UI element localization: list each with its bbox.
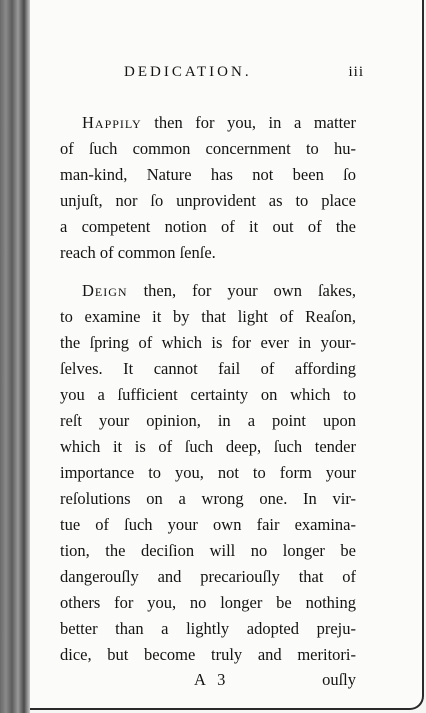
- paragraph-2-line: you a ſufficient certainty on which to: [60, 385, 356, 404]
- paragraph-1-line: a competent notion of it out of the: [60, 217, 356, 236]
- paragraph-2-line: dangerouſly and precariouſly that of: [60, 567, 356, 586]
- paragraph-2-line: dice, but become truly and meritori-: [60, 645, 356, 664]
- running-title: DEDICATION.: [124, 64, 252, 80]
- paragraph-2-line: to examine it by that light of Reaſon,: [60, 307, 356, 326]
- page-number: iii: [348, 64, 364, 80]
- catchword: ouſly: [322, 670, 356, 689]
- paragraph-1-line: Happily then for you, in a matter: [82, 113, 356, 132]
- paragraph-2-line: importance to you, not to form your: [60, 463, 356, 482]
- paragraph-2-line: reſt your opinion, in a point upon: [60, 411, 356, 430]
- book-spine: [0, 0, 30, 713]
- paragraph-1-line: unjuſt, nor ſo unprovident as to place: [60, 191, 356, 210]
- paragraph-2-line: tue of ſuch your own fair examina-: [60, 515, 356, 534]
- paragraph-1-line: man-kind, Nature has not been ſo: [60, 165, 356, 184]
- paragraph-2-line: others for you, no longer be nothing: [60, 593, 356, 612]
- paragraph-2-line: reſolutions on a wrong one. In vir-: [60, 489, 356, 508]
- paragraph-2-line: ſelves. It cannot fail of affording: [60, 359, 356, 378]
- paragraph-2-line: the ſpring of which is for ever in your-: [60, 333, 356, 352]
- paragraph-1-lead-word: Happily: [82, 113, 142, 132]
- paragraph-1-line: of ſuch common concernment to hu-: [60, 139, 356, 158]
- paragraph-2-line: Deign then, for your own ſakes,: [82, 281, 356, 300]
- paragraph-2-line: which it is of ſuch deep, ſuch tender: [60, 437, 356, 456]
- paragraph-2-line: tion, the deciſion will no longer be: [60, 541, 356, 560]
- paragraph-2-line: better than a lightly adopted preju-: [60, 619, 356, 638]
- paragraph-1-line: reach of common ſenſe.: [60, 243, 216, 262]
- paragraph-2-lead-word: Deign: [82, 281, 128, 300]
- signature-mark: A 3: [194, 670, 230, 689]
